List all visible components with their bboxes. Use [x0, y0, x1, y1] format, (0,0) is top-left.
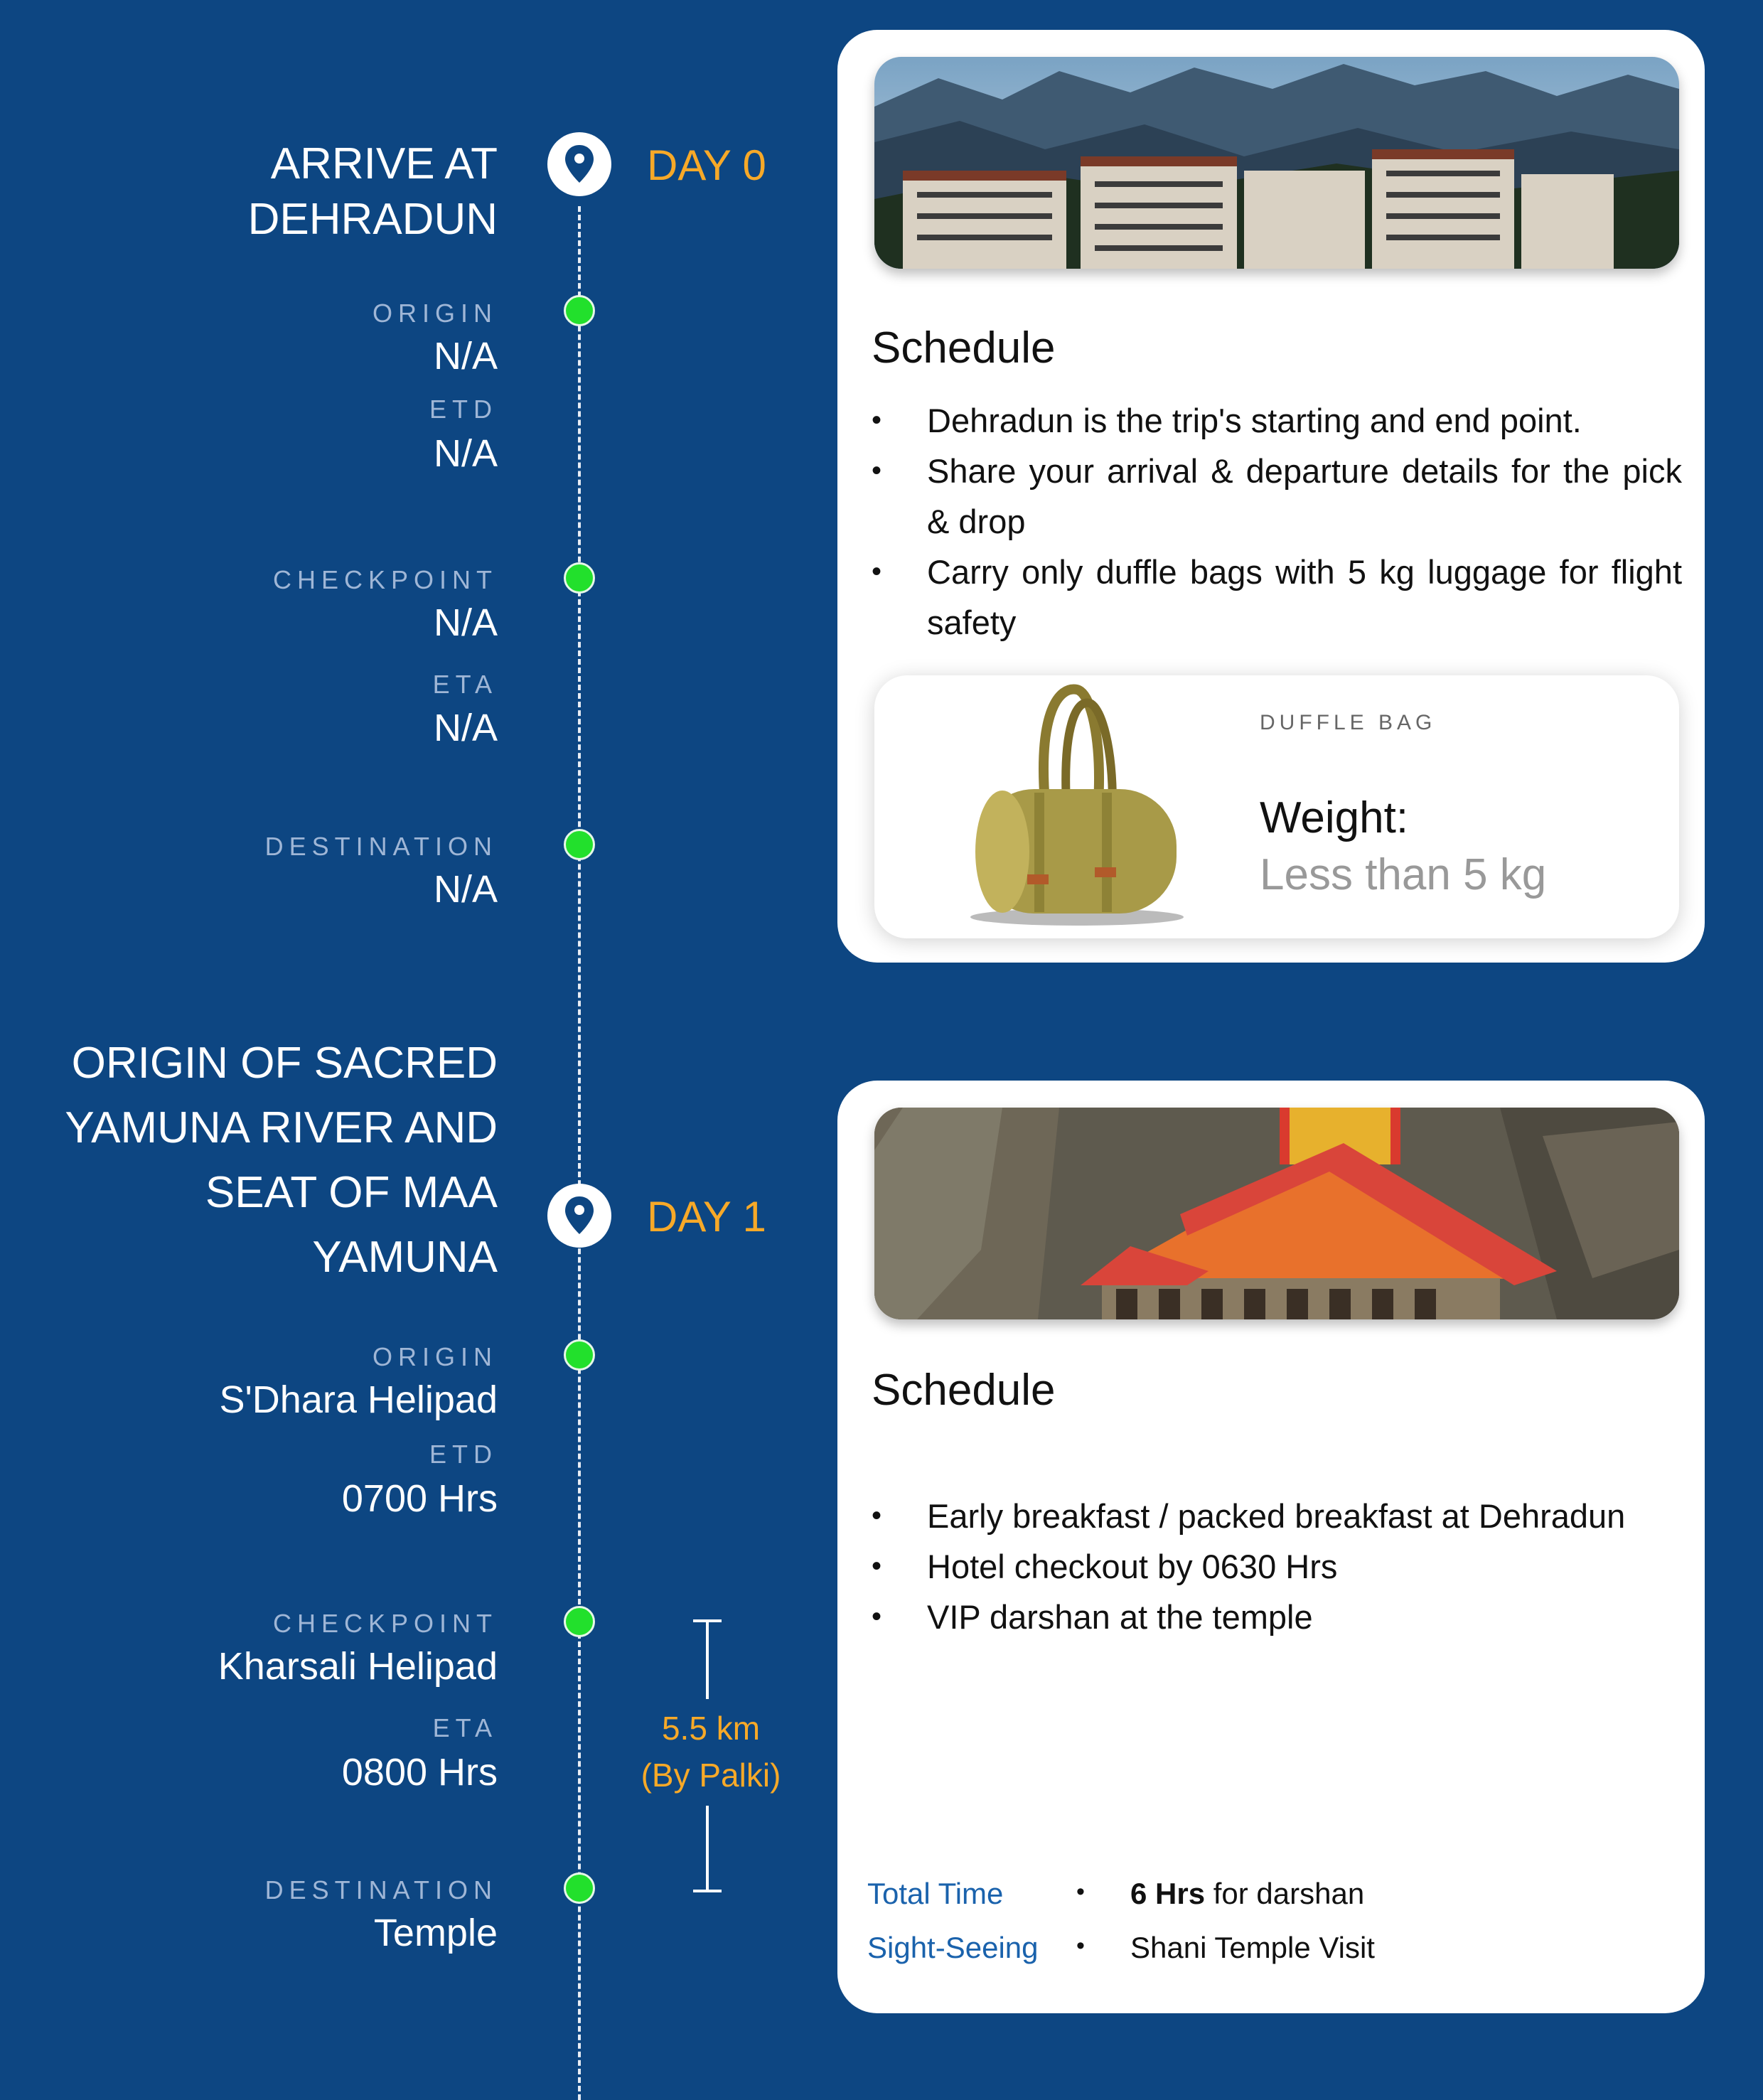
checkpoint-dot [564, 1606, 595, 1637]
total-time-label: Total Time [867, 1877, 1004, 1910]
destination-dot [564, 1873, 595, 1904]
etd-label: ETD [429, 1440, 498, 1469]
weight-label: Weight: [1260, 793, 1409, 842]
distance-value: 5.5 km (By Palki) [641, 1710, 781, 1794]
eta-value: 0800 Hrs [341, 1751, 498, 1794]
checkpoint-label: CHECKPOINT [272, 1609, 498, 1638]
list-item: • Share your arrival & departure details for the pick & drop [872, 446, 1682, 547]
sightseeing-label: Sight-Seeing [867, 1931, 1039, 1964]
timeline-dashed-line [578, 206, 581, 2100]
day0-label: DAY 0 [647, 141, 766, 189]
checkpoint-label: CHECKPOINT [272, 565, 498, 594]
checkpoint-value: N/A [433, 601, 498, 644]
origin-dot [564, 295, 595, 326]
eta-value: N/A [433, 707, 498, 749]
schedule-title: Schedule [872, 323, 1056, 373]
checkpoint-value: Kharsali Helipad [218, 1645, 498, 1688]
destination-label: DESTINATION [264, 1875, 498, 1905]
origin-dot [564, 1339, 595, 1371]
list-item: • Hotel checkout by 0630 Hrs [872, 1541, 1682, 1592]
duffle-bag-image [960, 682, 1194, 931]
bag-tag: DUFFLE BAG [1260, 711, 1437, 734]
duffle-bag-card [874, 675, 1679, 938]
destination-label: DESTINATION [264, 832, 498, 861]
day0-title: ARRIVE AT DEHRADUN [247, 139, 498, 244]
location-pin-icon [547, 1184, 611, 1248]
origin-label: ORIGIN [372, 1342, 498, 1371]
list-item: • VIP darshan at the temple [872, 1592, 1682, 1642]
origin-label: ORIGIN [372, 299, 498, 328]
etd-value: 0700 Hrs [341, 1477, 498, 1520]
eta-label: ETA [432, 670, 498, 699]
list-item: • Early breakfast / packed breakfast at Dehradun [872, 1491, 1682, 1541]
day0-schedule-card [837, 30, 1705, 963]
destination-value: Temple [373, 1912, 498, 1954]
bullet-dot: • [1076, 1932, 1085, 1959]
location-pin-icon [547, 132, 611, 196]
destination-dot [564, 829, 595, 860]
bullet-dot: • [1076, 1878, 1085, 1905]
temple-photo [874, 1108, 1679, 1319]
list-item: • Dehradun is the trip's starting and end point. [872, 395, 1682, 446]
destination-value: N/A [433, 868, 498, 911]
schedule-title: Schedule [872, 1366, 1056, 1415]
day1-schedule-card [837, 1081, 1705, 2013]
list-item: • Carry only duffle bags with 5 kg luggage for flight safety [872, 547, 1682, 648]
total-time-value: 6 Hrs for darshan [1130, 1877, 1365, 1910]
day1-title: ORIGIN OF SACRED YAMUNA RIVER AND SEAT OF MAA YAMUNA [65, 1039, 498, 1282]
sightseeing-value: Shani Temple Visit [1130, 1931, 1375, 1964]
checkpoint-dot [564, 562, 595, 594]
day1-label: DAY 1 [647, 1193, 766, 1241]
weight-value: Less than 5 kg [1260, 850, 1547, 899]
origin-value: N/A [433, 335, 498, 377]
schedule-list [872, 1491, 1682, 1642]
mountain-town-photo [874, 57, 1679, 269]
eta-label: ETA [432, 1713, 498, 1742]
origin-value: S'Dhara Helipad [219, 1378, 498, 1421]
etd-label: ETD [429, 395, 498, 424]
etd-value: N/A [433, 432, 498, 475]
schedule-list [872, 395, 1682, 648]
